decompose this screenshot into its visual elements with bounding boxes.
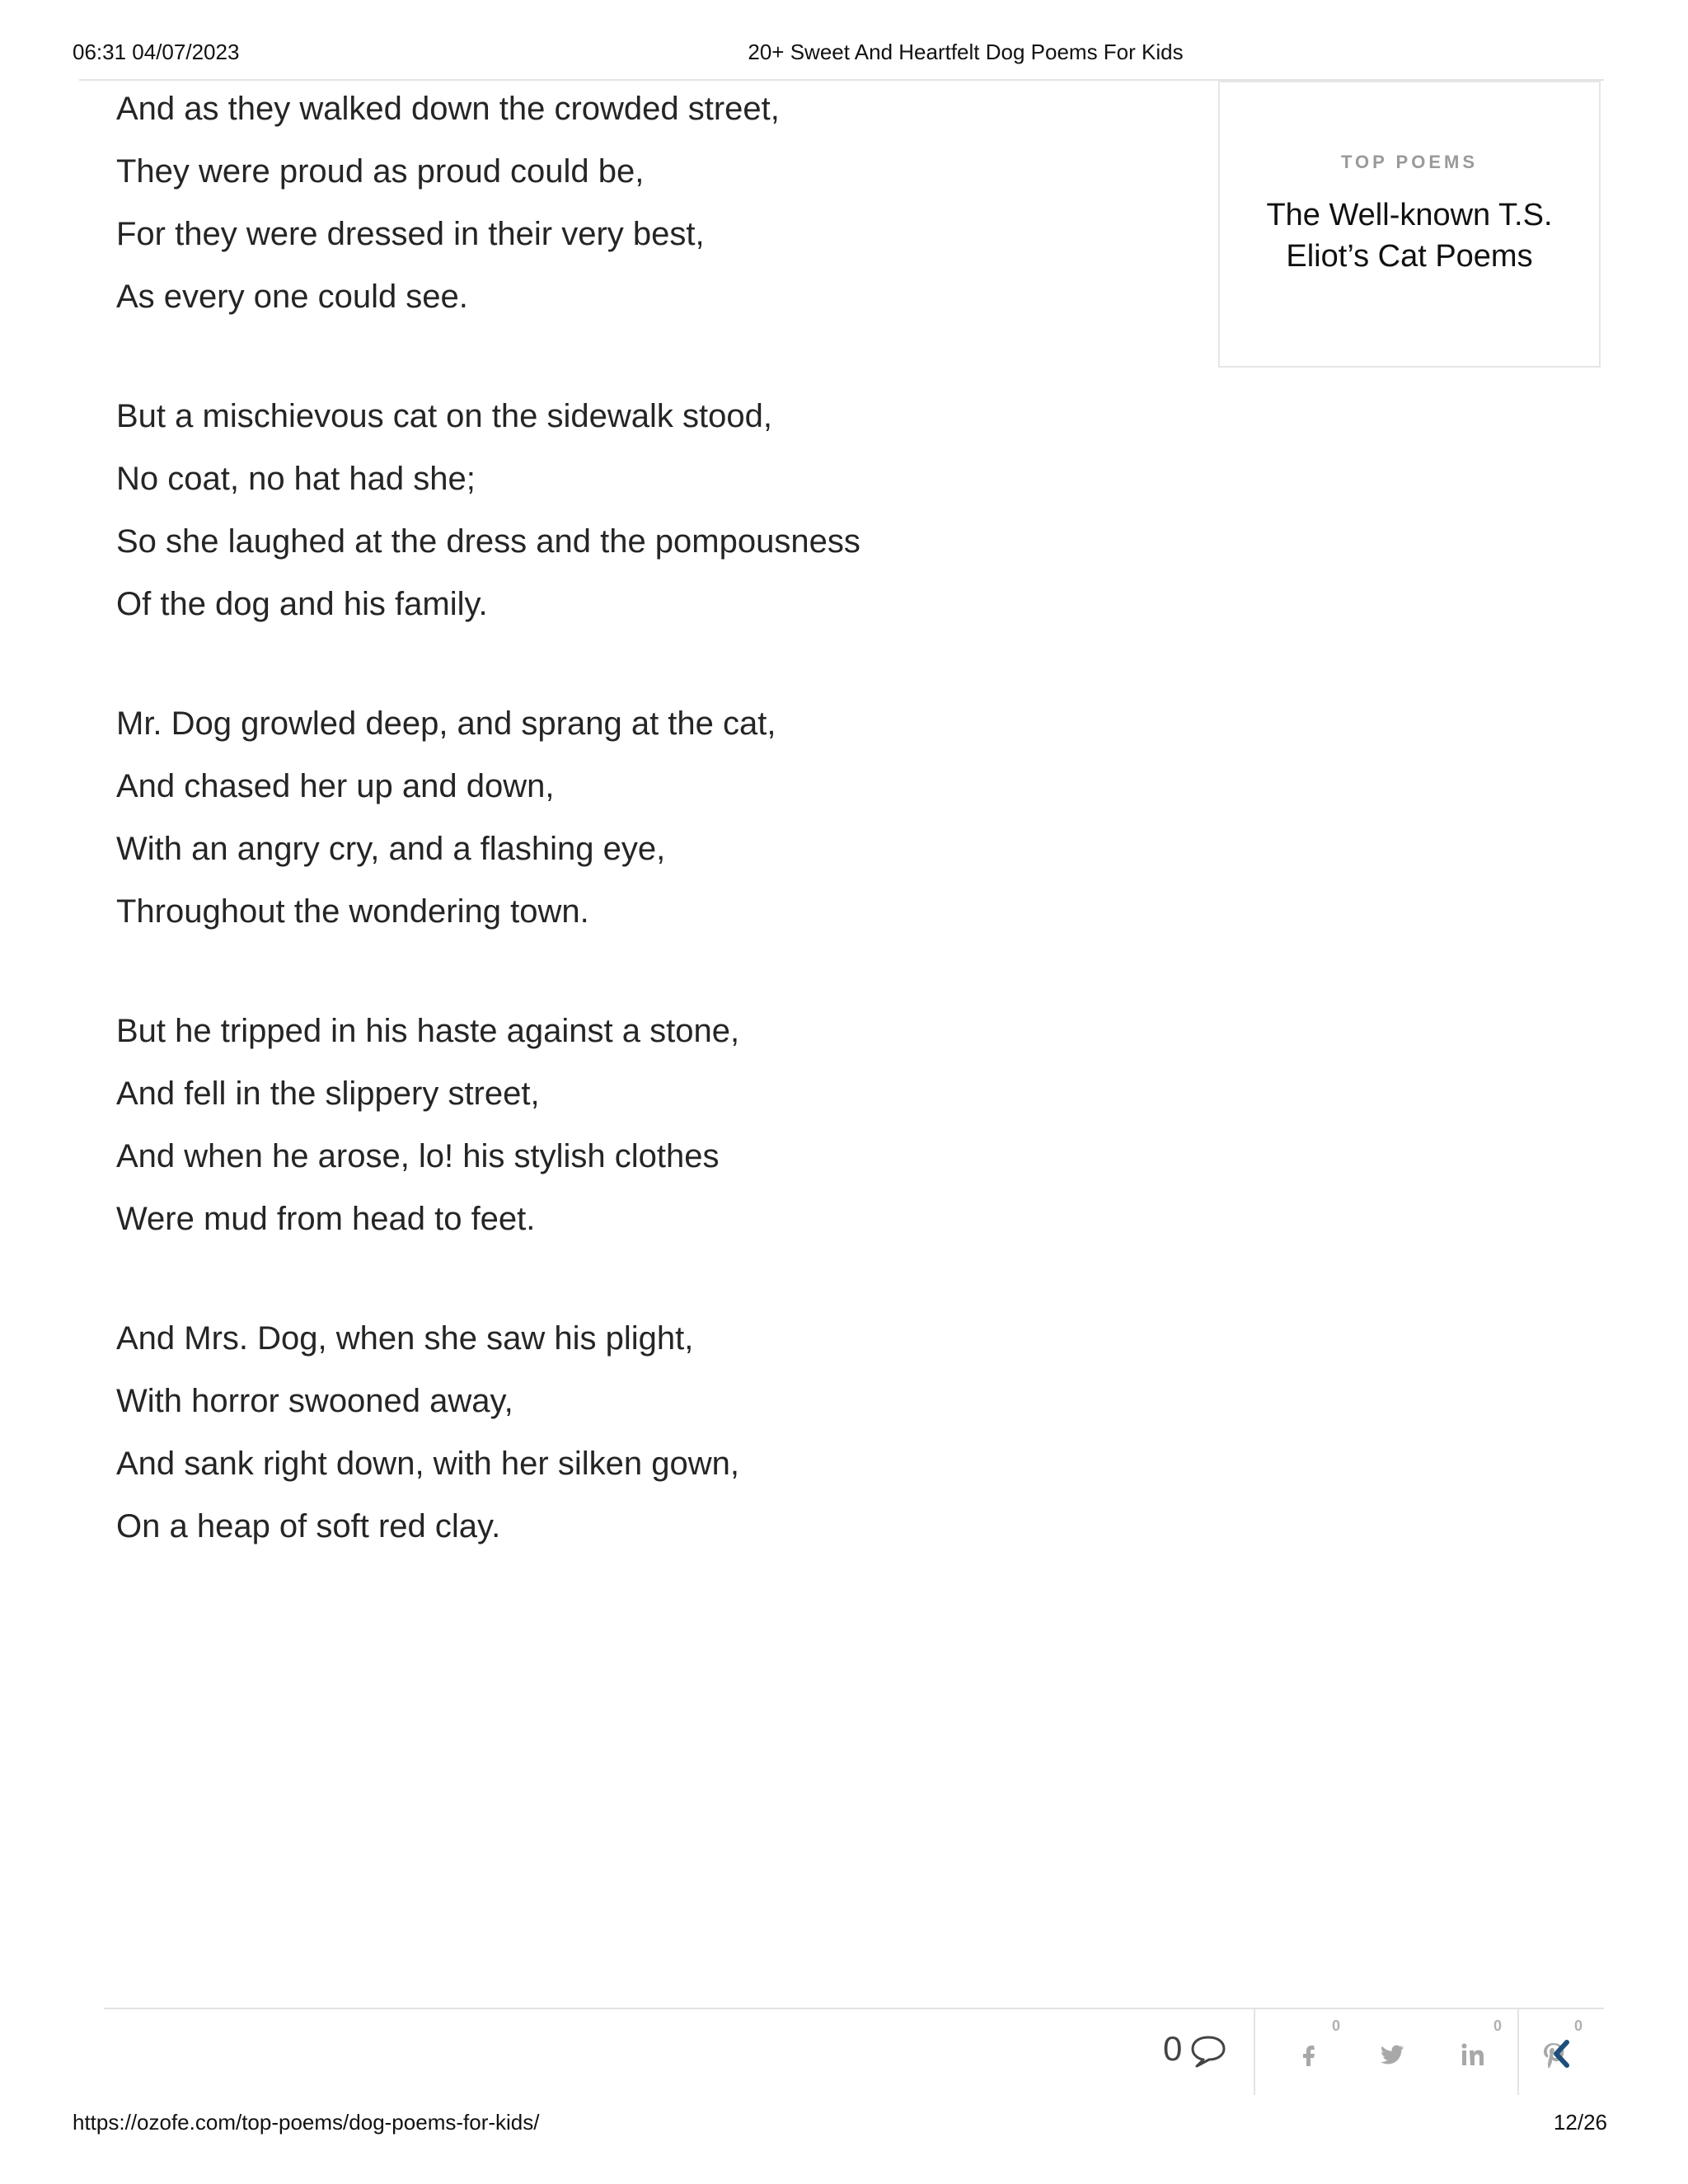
back-button[interactable]: [1517, 2009, 1606, 2095]
poem-line: And Mrs. Dog, when she saw his plight,: [116, 1320, 694, 1357]
twitter-icon: [1378, 2041, 1406, 2069]
speech-bubble-icon: [1189, 2034, 1227, 2069]
poem-stanza: [116, 87, 1146, 338]
poem-line: Throughout the wondering town.: [116, 893, 589, 930]
poem-stanza: [116, 702, 1146, 953]
poem-line: But he tripped in his haste against a stone,: [116, 1013, 740, 1049]
widget-category-label: TOP POEMS: [1340, 152, 1478, 172]
poem-line: But a mischievous cat on the sidewalk stood,: [116, 398, 772, 434]
linkedin-share-button[interactable]: [1436, 2009, 1510, 2095]
poem-line: No coat, no hat had she;: [116, 461, 476, 497]
poem-line: And as they walked down the crowded street,: [116, 91, 780, 127]
poem-line: So she laughed at the dress and the pompousness: [116, 523, 860, 560]
poem-line: And chased her up and down,: [116, 768, 555, 804]
poem-line: And fell in the slippery street,: [116, 1076, 540, 1112]
share-count: 0: [1332, 2018, 1341, 2034]
poem-line: Mr. Dog growled deep, and sprang at the cat,: [116, 705, 776, 742]
facebook-share-button[interactable]: [1274, 2009, 1348, 2095]
share-count: 0: [1493, 2018, 1503, 2034]
share-count: 0: [1574, 2018, 1583, 2034]
poem-line: On a heap of soft red clay.: [116, 1508, 501, 1544]
comment-count: 0: [1163, 2029, 1183, 2068]
poem-stanza: [116, 1317, 1146, 1568]
comments-button[interactable]: [1056, 2009, 1255, 2095]
poem-stanza: [116, 395, 1146, 645]
print-header: [0, 0, 1688, 82]
poem-line: They were proud as proud could be,: [116, 153, 645, 190]
poem-body: [116, 87, 1146, 1624]
print-footer: [0, 2100, 1688, 2149]
share-bar: [104, 2008, 1604, 2095]
poem-line: Were mud from head to feet.: [116, 1201, 536, 1237]
top-poem-link[interactable]: The Well-known T.S. Eliot’s Cat Poems: [1266, 198, 1553, 274]
twitter-share-button[interactable]: [1355, 2009, 1429, 2095]
poem-line: Of the dog and his family.: [116, 586, 488, 622]
page-number: 12/26: [1553, 2110, 1607, 2135]
chevron-left-icon: [1547, 2037, 1575, 2070]
facebook-icon: [1297, 2041, 1325, 2069]
print-timestamp: 06:31 04/07/2023: [73, 40, 240, 64]
poem-line: And when he arose, lo! his stylish clothes: [116, 1138, 720, 1174]
poem-stanza: [116, 1010, 1146, 1260]
top-poems-widget: [1218, 81, 1601, 368]
poem-line: As every one could see.: [116, 279, 468, 315]
page-url: https://ozofe.com/top-poems/dog-poems-for-kids/: [73, 2110, 540, 2135]
poem-line: With an angry cry, and a flashing eye,: [116, 831, 666, 867]
linkedin-icon: [1459, 2041, 1487, 2069]
print-document-title: 20+ Sweet And Heartfelt Dog Poems For Kids: [748, 40, 1184, 64]
poem-line: And sank right down, with her silken gown,: [116, 1446, 739, 1482]
poem-line: For they were dressed in their very best,: [116, 216, 705, 252]
poem-line: With horror swooned away,: [116, 1383, 513, 1419]
